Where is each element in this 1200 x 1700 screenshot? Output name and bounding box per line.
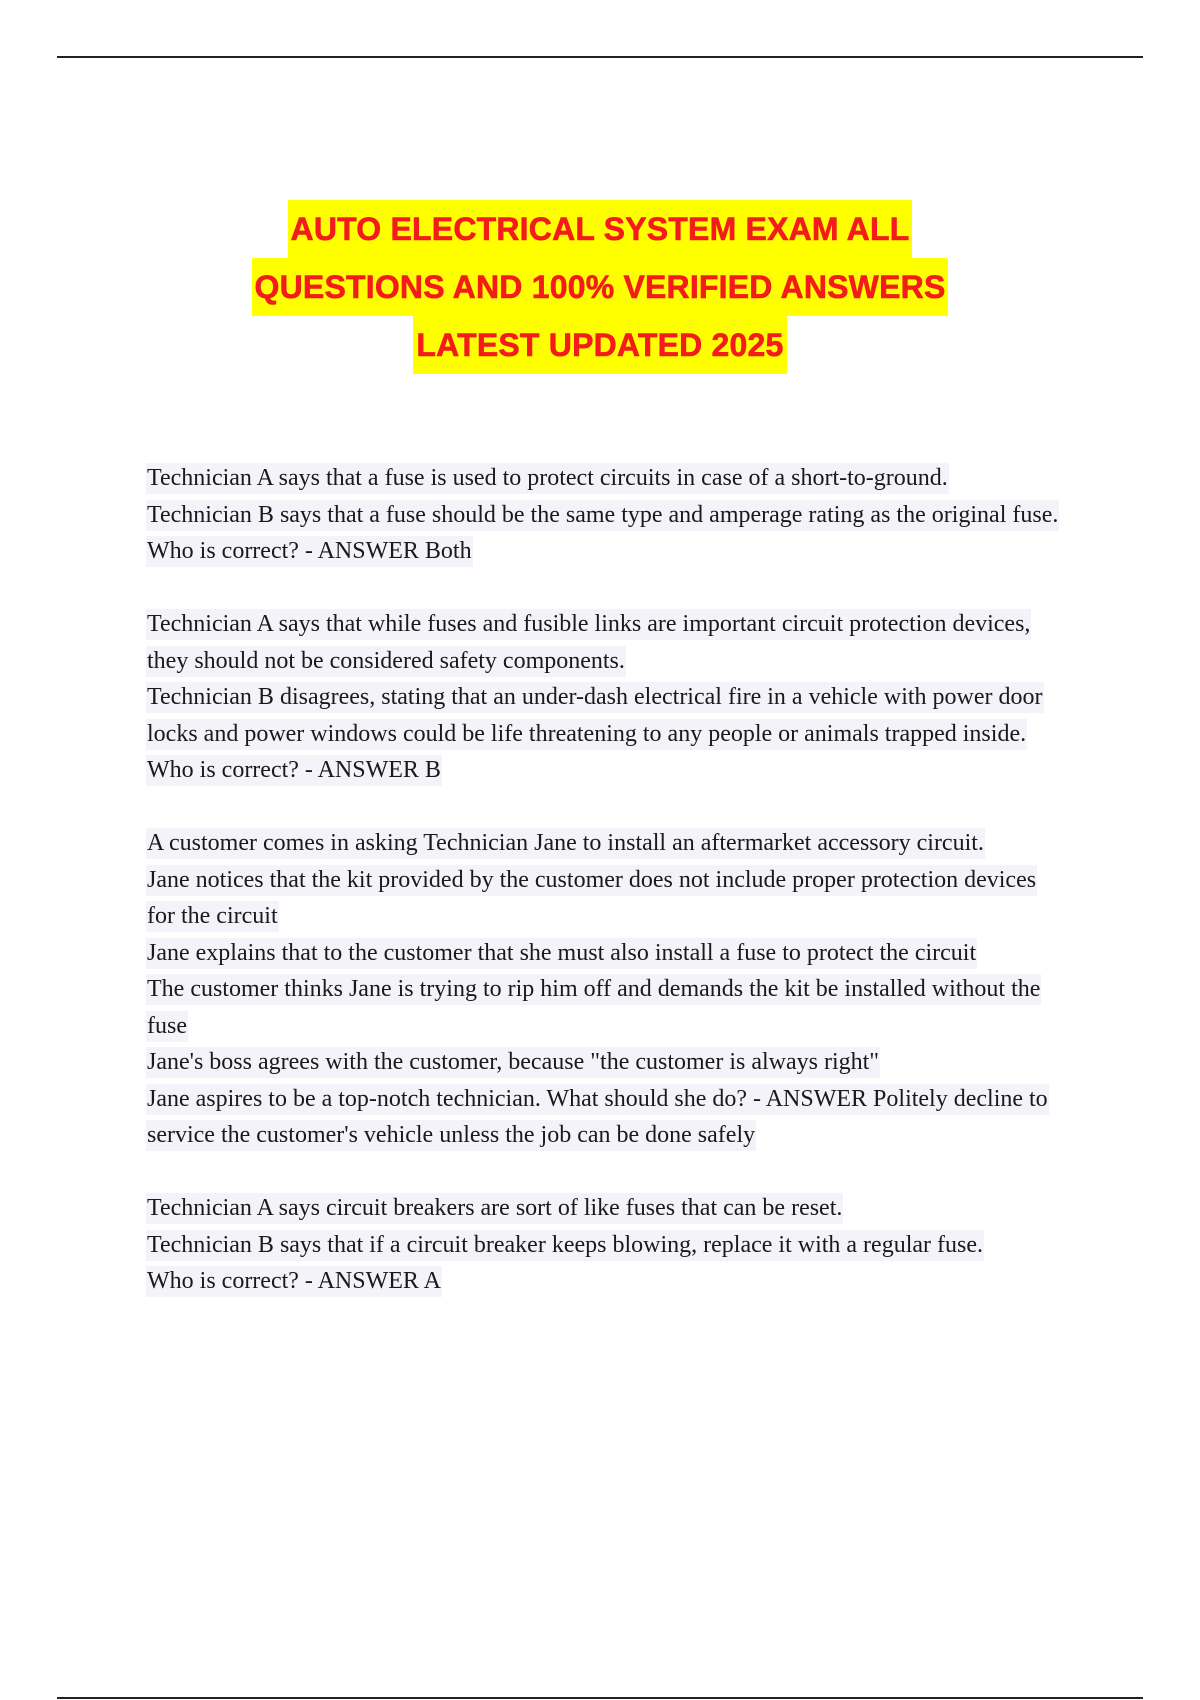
question-block [146,460,1066,570]
question-text: Technician B says that a fuse should be the same type and amperage rating as the original fuse. [146,500,1059,531]
question-text: Jane notices that the kit provided by the customer does not include proper protection devices for the circuit [146,865,1037,933]
question-text: The customer thinks Jane is trying to rip him off and demands the kit be installed without the fuse [146,974,1041,1042]
title-line-1: AUTO ELECTRICAL SYSTEM EXAM ALL [288,200,913,258]
question-answer: Who is correct? - ANSWER A [146,1266,442,1297]
question-text: Technician B says that if a circuit breaker keeps blowing, replace it with a regular fuse. [146,1230,984,1261]
question-text: Technician B disagrees, stating that an under-dash electrical fire in a vehicle with power door locks and power windows could be life threatening to any people or animals trapped inside. [146,682,1044,750]
question-answer: Jane aspires to be a top-notch technician. What should she do? - ANSWER Politely decline to service the customer's vehicle unless the job can be done safely [146,1084,1049,1152]
question-block [146,1190,1066,1300]
question-text: Technician A says circuit breakers are sort of like fuses that can be reset. [146,1193,843,1224]
question-answer: Who is correct? - ANSWER B [146,755,442,786]
question-text: Jane explains that to the customer that she must also install a fuse to protect the circuit [146,938,977,969]
title-line-3: LATEST UPDATED 2025 [413,316,786,374]
question-text: Technician A says that while fuses and fusible links are important circuit protection devices, they should not be considered safety components. [146,609,1031,677]
footer-rule [57,1697,1143,1699]
question-block [146,825,1066,1154]
title-line-2: QUESTIONS AND 100% VERIFIED ANSWERS [252,258,949,316]
question-text: A customer comes in asking Technician Jane to install an aftermarket accessory circuit. [146,828,985,859]
question-text: Technician A says that a fuse is used to protect circuits in case of a short-to-ground. [146,463,949,494]
document-title [100,200,1100,374]
question-text: Jane's boss agrees with the customer, because "the customer is always right" [146,1047,880,1078]
question-list [146,460,1066,1336]
question-answer: Who is correct? - ANSWER Both [146,536,473,567]
header-rule [57,56,1143,58]
question-block [146,606,1066,789]
